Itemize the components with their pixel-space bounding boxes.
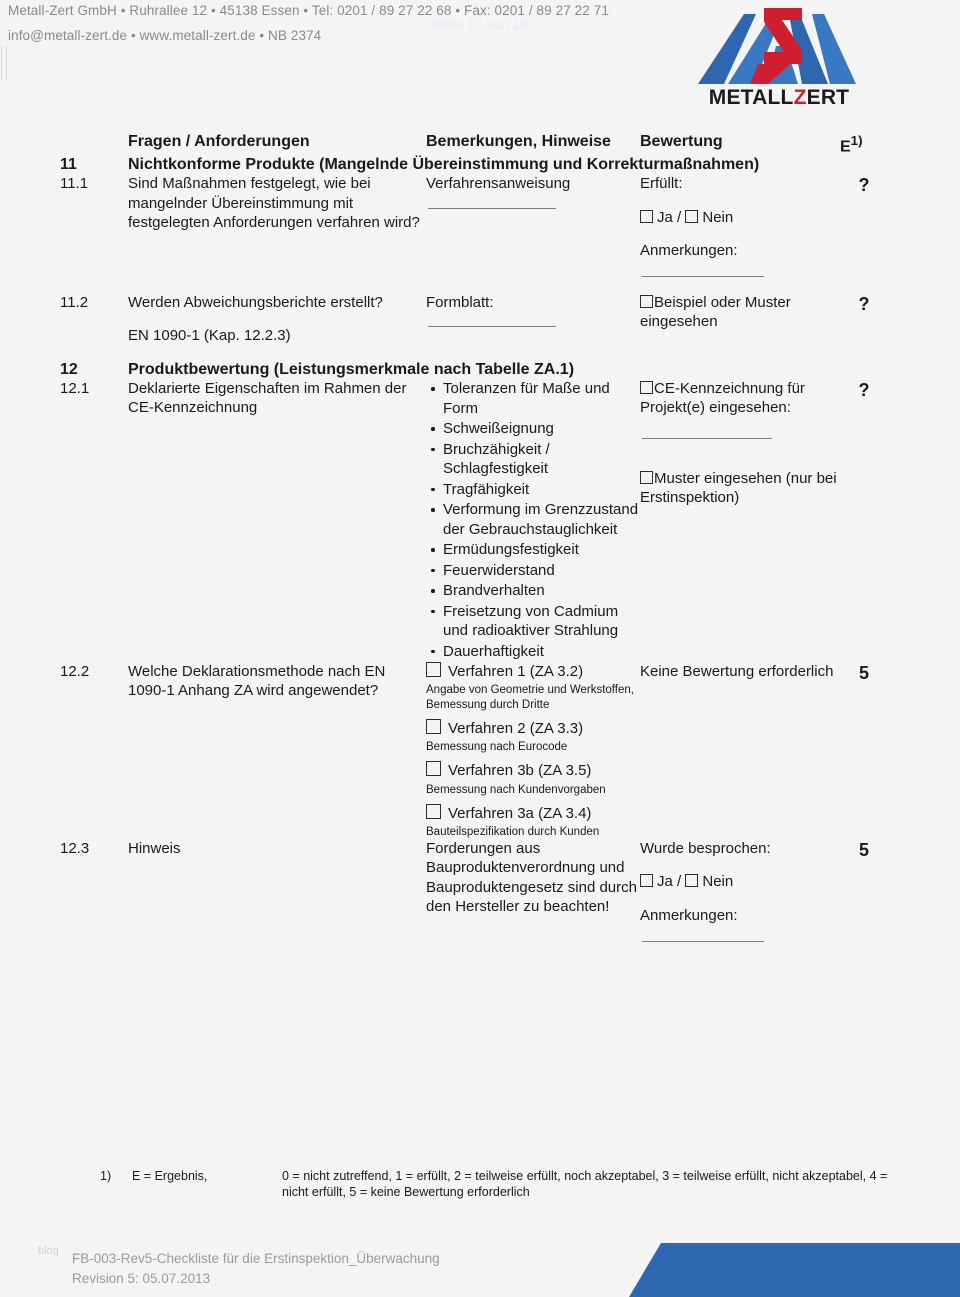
row-12-1-result: ?	[858, 380, 870, 401]
page-edge-rule	[1, 46, 7, 80]
label-verfahren-3a: Verfahren 3a (ZA 3.4)	[448, 804, 592, 822]
table-row-11-1	[60, 174, 888, 281]
section-row-12	[60, 361, 888, 379]
row-12-2-number: 12.2	[60, 663, 90, 681]
checkbox-ja-12-3[interactable]	[640, 874, 653, 887]
list-item: Brandverhalten	[443, 581, 640, 601]
header-result-footnote-mark: 1)	[850, 133, 863, 148]
row-11-2-remark-writeline[interactable]	[428, 326, 556, 327]
table-row-12-2	[60, 662, 888, 839]
row-11-1-notes-label: Anmerkungen:	[640, 241, 738, 259]
row-spacer-1	[60, 281, 888, 293]
list-item: Freisetzung von Cadmium und radioaktiver Strahlung	[443, 602, 640, 641]
label-ja-11-1: Ja	[657, 208, 673, 226]
label-ja-12-3: Ja	[657, 873, 673, 891]
row-11-1-remark-writeline[interactable]	[428, 208, 556, 209]
row-12-1-property-list	[426, 379, 640, 661]
footer-doc-title: FB-003-Rev5-Checkliste für die Erstinspektion_Überwachung	[72, 1251, 440, 1266]
company-contact-line-1: Metall-Zert GmbH • Ruhrallee 12 • 45138 Essen • Tel: 0201 / 89 27 22 68 • Fax: 0201 / 89 27 22 71	[8, 3, 609, 18]
label-verfahren-1: Verfahren 1 (ZA 3.2)	[448, 663, 584, 681]
row-11-2-remark: Formblatt:	[426, 293, 494, 311]
section-11-number: 11	[60, 156, 77, 174]
row-12-3-number: 12.3	[60, 840, 90, 858]
metallzert-wordmark	[694, 86, 864, 110]
header-result	[840, 133, 888, 156]
row-12-3-evaluation-cell	[640, 839, 840, 946]
row-12-2-option-1	[426, 662, 640, 681]
row-11-2-result: ?	[858, 293, 870, 314]
label-nein-12-3: Nein	[702, 873, 734, 891]
row-11-2-evaluation-cell	[640, 293, 840, 349]
row-12-3-question: Hinweis	[128, 840, 181, 858]
row-11-1-question: Sind Maßnahmen festgelegt, wie bei mangelnder Übereinstimmung mit festgelegten Anforderungen verfahren wird?	[128, 175, 420, 231]
row-12-1-option-1	[640, 379, 840, 417]
row-11-1-eval-label: Erfüllt:	[640, 175, 683, 193]
note-verfahren-1: Angabe von Geometrie und Werkstoffen, Bemessung durch Dritte	[426, 684, 634, 711]
row-spacer-2	[60, 349, 888, 361]
separator-12-3: /	[677, 873, 682, 891]
row-12-1-number: 12.1	[60, 380, 90, 398]
row-11-2-question-line-2: EN 1090-1 (Kap. 12.2.3)	[128, 327, 291, 345]
footnote-text: 0 = nicht zutreffend, 1 = erfüllt, 2 = teilweise erfüllt, noch akzeptabel, 3 = teilweise erfüllt, nicht akzeptabel, 4 = nicht erfüllt, 5 = keine Bewertung erforderlich	[282, 1169, 888, 1200]
header-evaluation: Bewertung	[640, 133, 723, 150]
header-result-letter: E	[840, 138, 851, 156]
checkbox-nein-11-1[interactable]	[685, 210, 698, 223]
label-nein-11-1: Nein	[702, 208, 734, 226]
checkbox-verfahren-3b[interactable]	[426, 761, 441, 776]
row-11-1-remark-cell	[426, 174, 640, 281]
row-12-2-option-2	[426, 719, 640, 738]
row-11-2-eval-label: Beispiel oder Muster eingesehen	[640, 293, 791, 331]
row-12-3-notes-label: Anmerkungen:	[640, 906, 738, 924]
row-12-2-evaluation: Keine Bewertung erforderlich	[640, 663, 834, 681]
page-number-tab	[629, 1243, 960, 1297]
list-item: Verformung im Grenzzustand der Gebrauchstauglichkeit	[443, 501, 639, 538]
row-12-3-result: 5	[858, 840, 869, 861]
row-12-1-writeline[interactable]	[642, 438, 772, 439]
checklist-table	[60, 133, 888, 946]
wordmark-part-1: METALL	[708, 86, 794, 109]
row-12-2-options-cell	[426, 662, 640, 839]
table-header-row	[60, 133, 888, 156]
note-verfahren-3b: Bemessung nach Kundenvorgaben	[426, 783, 606, 796]
row-11-2-question-line-1: Werden Abweichungsberichte erstellt?	[128, 293, 383, 311]
row-12-3-remark: Forderungen aus Bauproduktenverordnung und Bauproduktengesetz sind durch den Hersteller zu beachten!	[426, 840, 637, 915]
wordmark-part-2: ERT	[806, 86, 850, 109]
row-11-2-remark-cell	[426, 293, 640, 349]
table-row-12-3	[60, 839, 888, 946]
section-11-title: Nichtkonforme Produkte (Mangelnde Übereinstimmung und Korrekturmaßnahmen)	[128, 156, 760, 174]
label-muster-eingesehen: Muster eingesehen (nur bei Erstinspektion)	[640, 469, 837, 506]
footer-watermark: blog	[38, 1245, 59, 1257]
row-11-1-notes-writeline[interactable]	[642, 276, 764, 277]
row-12-1-option-2	[640, 469, 840, 507]
section-12-title: Produktbewertung (Leistungsmerkmale nach Tabelle ZA.1)	[128, 361, 575, 379]
list-item: Toleranzen für Maße und Form	[443, 379, 640, 418]
checkbox-ja-11-1[interactable]	[640, 210, 653, 223]
list-item: Bruchzähigkeit / Schlagfestigkeit	[443, 440, 640, 479]
row-12-2-question: Welche Deklarationsmethode nach EN 1090-1 Anhang ZA wird angewendet?	[128, 663, 386, 700]
table-row-12-1	[60, 379, 888, 662]
checkbox-verfahren-1[interactable]	[426, 662, 441, 677]
list-item: Schweißeignung	[443, 419, 640, 439]
row-12-1-remark-cell	[426, 379, 640, 662]
section-12-number: 12	[60, 361, 78, 379]
footer-document-info	[72, 1249, 440, 1288]
label-verfahren-3b: Verfahren 3b (ZA 3.5)	[448, 762, 592, 780]
row-12-2-option-3	[426, 761, 640, 780]
checkbox-ce-kennzeichnung[interactable]	[640, 381, 653, 394]
header-number-col	[60, 133, 128, 156]
checkbox-verfahren-2[interactable]	[426, 719, 441, 734]
footnote-key: E = Ergebnis,	[132, 1169, 208, 1183]
row-11-1-evaluation-cell	[640, 174, 840, 281]
checkbox-muster-eingesehen[interactable]	[640, 471, 653, 484]
row-12-2-option-4	[426, 804, 640, 823]
page-number-label: Seite 17 von 18	[431, 16, 529, 32]
checkbox-beispiel-muster[interactable]	[640, 295, 653, 308]
footer-revision: Revision 5: 05.07.2013	[72, 1270, 211, 1286]
checkbox-nein-12-3[interactable]	[685, 874, 698, 887]
checkbox-verfahren-3a[interactable]	[426, 804, 441, 819]
section-row-11	[60, 156, 888, 174]
list-item: Feuerwiderstand	[443, 561, 640, 581]
list-item: Ermüdungsfestigkeit	[443, 540, 640, 560]
separator-11-1: /	[677, 208, 682, 226]
table-row-11-2	[60, 293, 888, 349]
note-verfahren-3a: Bauteilspezifikation durch Kunden	[426, 826, 600, 839]
footnote-marker: 1)	[100, 1169, 112, 1183]
row-11-2-number: 11.2	[60, 293, 89, 311]
header-remarks: Bemerkungen, Hinweise	[426, 133, 611, 150]
table-footnote	[60, 1168, 888, 1201]
row-12-1-question: Deklarierte Eigenschaften im Rahmen der CE-Kennzeichnung	[128, 380, 407, 417]
label-ce-kennzeichnung: CE-Kennzeichnung für Projekt(e) eingesehen:	[640, 380, 805, 417]
label-verfahren-2: Verfahren 2 (ZA 3.3)	[448, 719, 584, 737]
row-11-1-result: ?	[858, 175, 870, 196]
wordmark-z: Z	[793, 86, 807, 109]
row-12-2-result: 5	[858, 663, 869, 684]
header-questions: Fragen / Anforderungen	[128, 133, 310, 150]
note-verfahren-2: Bemessung nach Eurocode	[426, 741, 568, 754]
row-11-1-remark: Verfahrensanweisung	[426, 175, 571, 193]
list-item: Tragfähigkeit	[443, 480, 640, 500]
row-12-3-yesno	[640, 872, 840, 891]
row-12-1-evaluation-cell	[640, 379, 840, 662]
row-12-3-notes-writeline[interactable]	[642, 941, 764, 942]
row-11-1-number: 11.1	[60, 175, 89, 193]
list-item: Dauerhaftigkeit	[443, 642, 640, 662]
company-contact-line-2: info@metall-zert.de • www.metall-zert.de • NB 2374	[8, 28, 322, 43]
row-12-3-eval-label: Wurde besprochen:	[640, 840, 771, 858]
row-11-2-question-cell	[128, 293, 426, 349]
row-11-1-yesno	[640, 208, 840, 227]
